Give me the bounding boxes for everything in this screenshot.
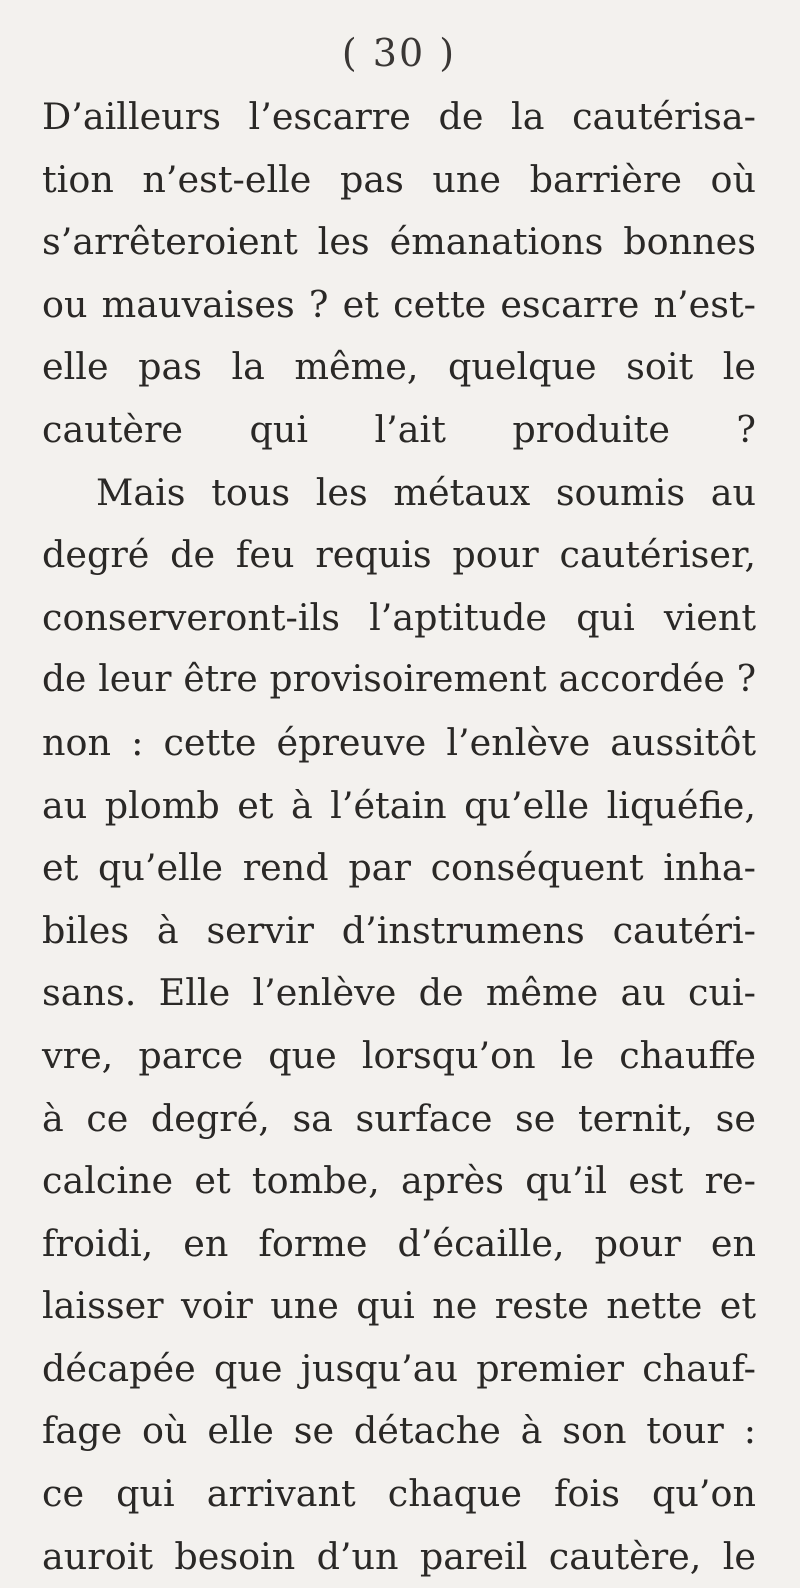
text-line: non : cette épreuve l’enlève aussitôt [42, 720, 756, 764]
text-line: froidi, en forme d’écaille, pour en [42, 1221, 756, 1265]
text-line: vre, parce que lorsqu’on le chauffe [42, 1033, 756, 1077]
text-line: tion n’est-elle pas une barrière où [42, 157, 756, 201]
text-line: s’arrêteroient les émanations bonnes [42, 220, 756, 264]
text-line: conserveront-ils l’aptitude qui vient [42, 595, 756, 639]
text-line: elle pas la même, quelque soit le [42, 345, 756, 389]
text-line: à ce degré, sa surface se ternit, se [42, 1096, 756, 1140]
text-line: décapée que jusqu’au premier chauf- [42, 1346, 756, 1390]
text-line: de leur être provisoirement accordée ? [42, 659, 756, 701]
text-line: au plomb et à l’étain qu’elle liquéfie, [42, 783, 756, 827]
text-line: D’ailleurs l’escarre de la cautérisa- [42, 95, 756, 138]
text-line: et qu’elle rend par conséquent inha- [42, 846, 756, 890]
text-line: sans. Elle l’enlève de même au cui- [42, 971, 756, 1015]
text-line: laisser voir une qui ne reste nette et [42, 1284, 756, 1328]
text-line: biles à servir d’instrumens cautéri- [42, 908, 756, 952]
text-line: cautère qui l’ait produite ? [42, 407, 756, 451]
text-line: ou mauvaises ? et cette escarre n’est- [42, 282, 756, 326]
text-line: ce qui arrivant chaque fois qu’on [42, 1472, 756, 1516]
text-line: fage où elle se détache à son tour : [42, 1409, 756, 1453]
text-line: calcine et tombe, après qu’il est re- [42, 1159, 756, 1203]
text-line: degré de feu requis pour cautériser, [42, 533, 756, 577]
text-line: auroit besoin d’un pareil cautère, le [42, 1534, 756, 1578]
body-text [42, 86, 756, 1588]
page-number: ( 30 ) [341, 31, 457, 75]
text-line: Mais tous les métaux soumis au [96, 470, 756, 514]
